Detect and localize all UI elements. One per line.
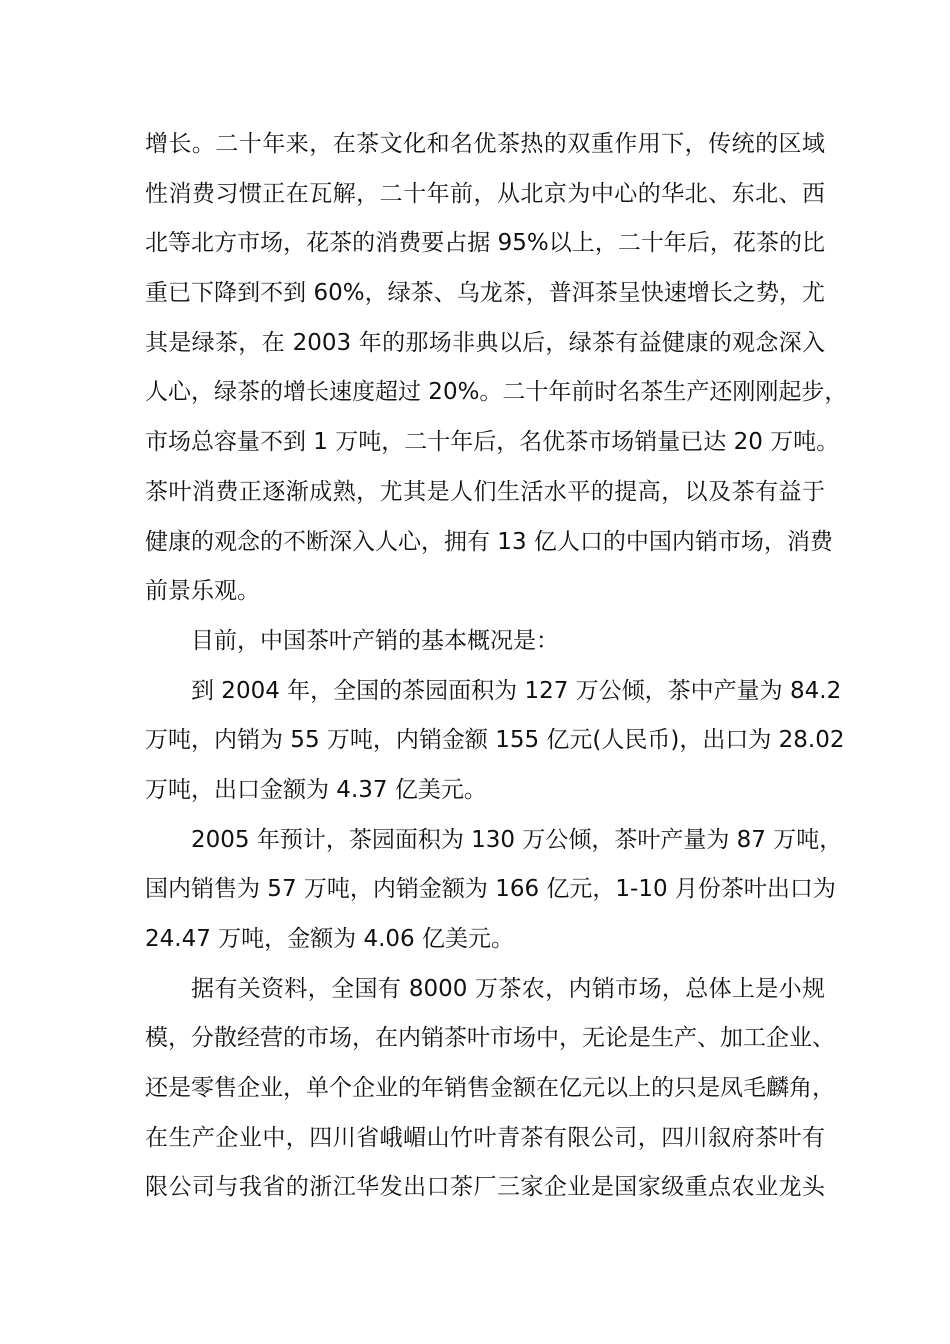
text-line: 增长。二十年来，在茶文化和名优茶热的双重作用下，传统的区域 xyxy=(145,131,825,157)
text-line: 还是零售企业，单个企业的年销售金额在亿元以上的只是凤毛麟角， xyxy=(145,1075,835,1102)
text-line: 其是绿茶，在 2003 年的那场非典以后，绿茶有益健康的观念深入 xyxy=(145,329,825,356)
text-line: 前景乐观。 xyxy=(145,578,260,605)
text-line: 模，分散经营的市场，在内销茶叶市场中，无论是生产、加工企业、 xyxy=(145,1025,835,1052)
text-line: 据有关资料，全国有 8000 万茶农，内销市场，总体上是小规 xyxy=(191,975,825,1002)
text-line: 人心，绿茶的增长速度超过 20%。二十年前时名茶生产还刚刚起步， xyxy=(145,379,848,406)
text-line: 国内销售为 57 万吨，内销金额为 166 亿元，1-10 月份茶叶出口为 xyxy=(145,876,836,903)
text-line: 性消费习惯正在瓦解，二十年前，从北京为中心的华北、东北、西 xyxy=(145,180,825,207)
text-line: 24.47 万吨，金额为 4.06 亿美元。 xyxy=(145,926,514,952)
text-line: 2005 年预计，茶园面积为 130 万公倾，茶叶产量为 87 万吨， xyxy=(191,826,843,853)
text-line: 限公司与我省的浙江华发出口茶厂三家企业是国家级重点农业龙头 xyxy=(145,1174,825,1201)
text-line: 重已下降到不到 60%，绿茶、乌龙茶，普洱茶呈快速增长之势，尤 xyxy=(145,280,825,307)
text-line: 茶叶消费正逐渐成熟，尤其是人们生活水平的提高，以及茶有益于 xyxy=(145,478,825,505)
text-line: 在生产企业中，四川省峨嵋山竹叶青茶有限公司，四川叙府茶叶有 xyxy=(145,1124,825,1151)
text-line: 万吨，内销为 55 万吨，内销金额 155 亿元(人民币)，出口为 28.02 xyxy=(145,727,845,754)
text-line: 市场总容量不到 1 万吨，二十年后，名优茶市场销量已达 20 万吨。 xyxy=(145,429,840,456)
text-line: 健康的观念的不断深入人心，拥有 13 亿人口的中国内销市场，消费 xyxy=(145,528,833,555)
text-line: 万吨，出口金额为 4.37 亿美元。 xyxy=(145,776,487,803)
text-line: 到 2004 年，全国的茶园面积为 127 万公倾，茶中产量为 84.2 xyxy=(191,677,842,704)
text-line: 北等北方市场，花茶的消费要占据 95%以上，二十年后，花茶的比 xyxy=(145,230,825,257)
document-body xyxy=(145,120,848,1213)
text-line: 目前，中国茶叶产销的基本概况是： xyxy=(191,627,559,654)
